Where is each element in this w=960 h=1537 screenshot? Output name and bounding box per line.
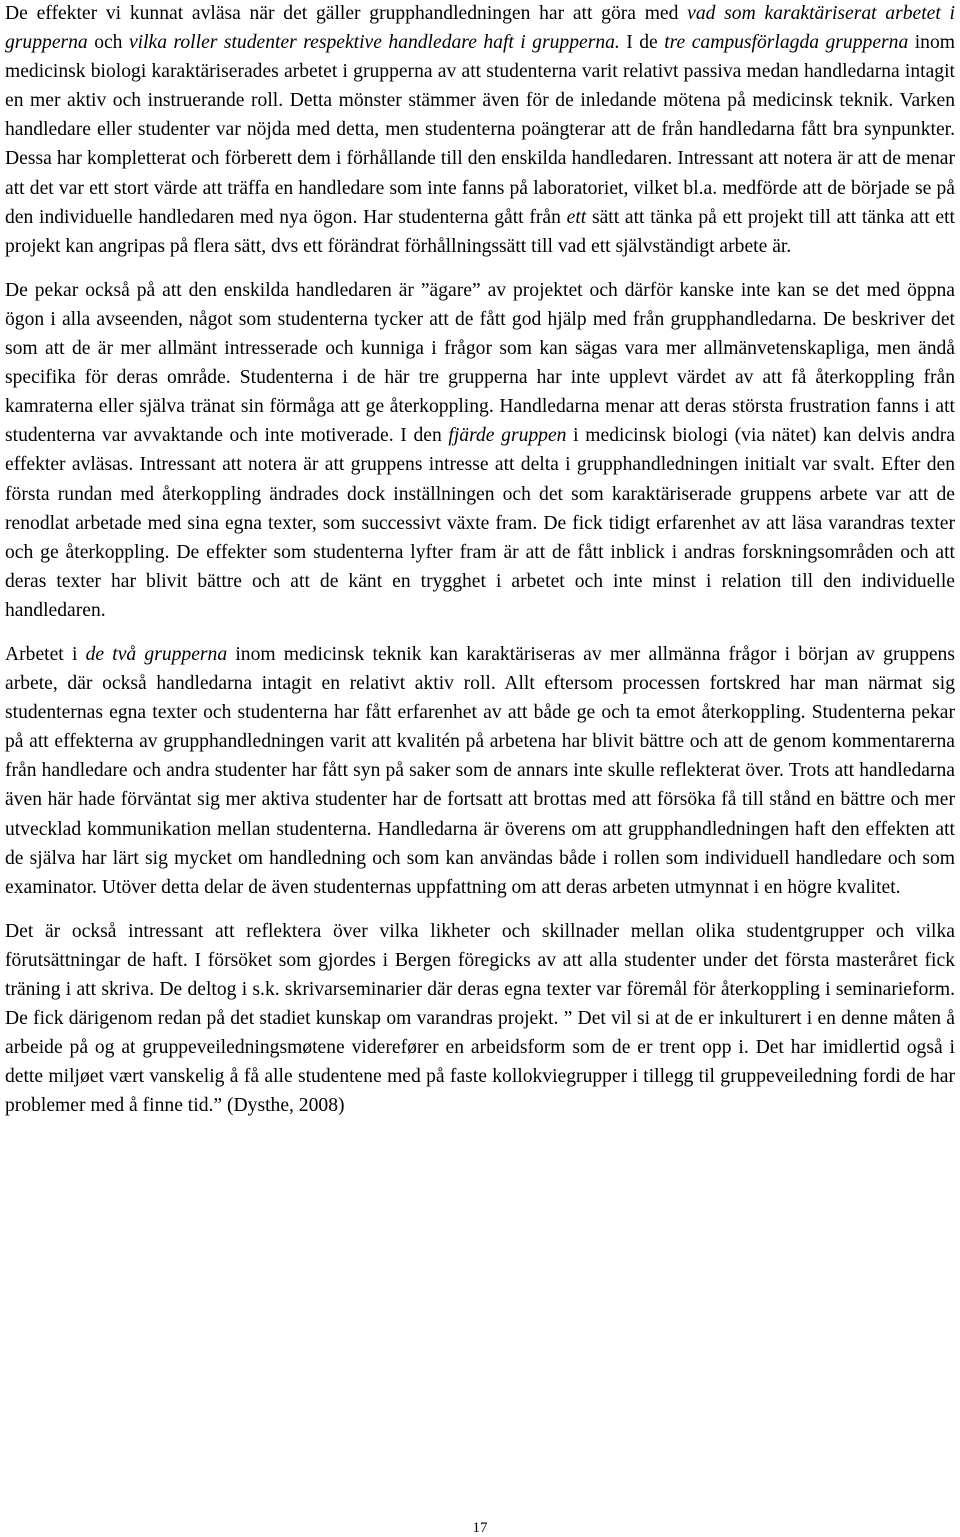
- text-run: inom medicinsk teknik kan karaktäriseras av mer allmänna frågor i början av gruppens arbete, där också handledarna intagit en relativt aktiv roll. Allt eftersom processen fortskred har man närmat sig studenternas egna texter och studenterna har fått erfarenhet av att både ge och ta emot återkoppling. Studenterna pekar på att effekterna av grupphandledningen varit att kvalitén på arbetena har blivit bättre och att de genom kommentarerna från handledare och andra studenter har fått syn på saker som de annars inte skulle reflekterat över. Trots att handledarna även här hade förväntat sig mer aktiva studenter har de fortsatt att brottas med att försöka få till stånd en bättre och mer utvecklad kommunikation mellan studenterna. Handledarna är överens om att grupphandledningen haft den effekten att de själva har lärt sig mycket om handledning och som kan användas både i rollen som individuell handledare och som examinator. Utöver detta delar de även studenternas uppfattning om att deras arbeten utmynnat i en högre kvalitet.: [5, 643, 955, 898]
- italic-text-run: vad som karaktäriserat arbetet i grupperna: [5, 3, 955, 54]
- body-text: [5, 0, 955, 1135]
- text-run: och: [87, 32, 129, 54]
- text-run: I de: [619, 32, 665, 54]
- paragraph: [5, 640, 955, 902]
- italic-text-run: tre campusförlagda grupperna: [664, 32, 909, 54]
- text-run: Arbetet i: [5, 643, 86, 665]
- text-run: inom medicinsk biologi karaktäriserades arbetet i grupperna av att studenterna varit relativt passiva medan handledarna intagit en mer aktiv och instruerande roll. Detta mönster stämmer även för de inledande mötena på medicinsk teknik. Varken handledare eller studenter var nöjda med detta, men studenterna poängterar att de från handledarna fått bra synpunkter. Dessa har kompletterat och förberett dem i förhållande till den enskilda handledaren. Intressant att notera är att de menar att det var ett stort värde att träffa en handledare som inte fanns på laboratoriet, vilket bl.a. medförde att de började se på den individuelle handledaren med nya ögon. Har studenterna gått från: [5, 32, 955, 228]
- italic-text-run: vilka roller studenter respektive handledare haft i grupperna.: [128, 32, 620, 54]
- paragraph: [5, 917, 955, 1121]
- text-run: sätt att tänka på ett projekt till att tänka att ett projekt kan angripas på flera sätt, dvs ett förändrat förhållningssätt till vad ett självständigt arbete är.: [5, 206, 955, 257]
- page-number: 17: [472, 1520, 488, 1536]
- italic-text-run: ett: [566, 206, 587, 228]
- italic-text-run: de två grupperna: [85, 643, 228, 665]
- text-run: i medicinsk biologi (via nätet) kan delvis andra effekter avläsas. Intressant att notera är att gruppens intresse att delta i grupphandledningen initialt var svalt. Efter den första rundan med återkoppling ändrades dock inställningen och det som karaktäriserade gruppens arbete var att de renodlat arbetade med sina egna texter, som successivt växte fram. De fick tidigt erfarenhet av att läsa varandras texter och ge återkoppling. De effekter som studenterna lyfter fram är att de fått inblick i andras forskningsområden och att deras texter har blivit bättre och att de känt en trygghet i arbetet och inte minst i relation till den individuelle handledaren.: [5, 425, 956, 621]
- text-run: De effekter vi kunnat avläsa när det gäller grupphandledningen har att göra med: [5, 3, 688, 24]
- text-run: De pekar också på att den enskilda handledaren är ”ägare” av projektet och därför kanske inte kan se det med öppna ögon i alla avseenden, något som studenterna tycker att de fått god hjälp med från grupphandledarna. De beskriver det som att de är mer allmänt intresserade och kunniga i frågor som kan sägas vara mer allmänvetenskapliga, men ändå specifika för deras område. Studenterna i de här tre grupperna har inte upplevt värdet av att få återkoppling från kamraterna eller själva tränat sin förmåga att ge återkoppling. Handledarna menar att deras största frustration fanns i att studenterna var avvaktande och inte motiverade. I den: [5, 279, 955, 447]
- paragraph: [5, 276, 955, 625]
- italic-text-run: fjärde gruppen: [448, 425, 567, 447]
- text-run: Det är också intressant att reflektera över vilka likheter och skillnader mellan olika studentgrupper och vilka förutsättningar de haft. I försöket som gjordes i Bergen föregicks av att alla studenter under det första masteråret fick träning i att skriva. De deltog i s.k. skrivarseminarier där deras egna texter var föremål för återkoppling i seminarieform. De fick därigenom redan på det stadiet kunskap om varandras projekt. ” Det vil si at de er inkulturert i en denne måten å arbeide på og at gruppeveiledningsmøtene viderefører en arbeidsform som de er trent opp i. Det har imidlertid også i dette miljøet vært vanskelig å få alle studentene med på faste kollokviegrupper i tillegg til gruppeveiledning fordi de har problemer med å finne tid.” (Dysthe, 2008): [5, 920, 955, 1117]
- paragraph: [5, 0, 955, 261]
